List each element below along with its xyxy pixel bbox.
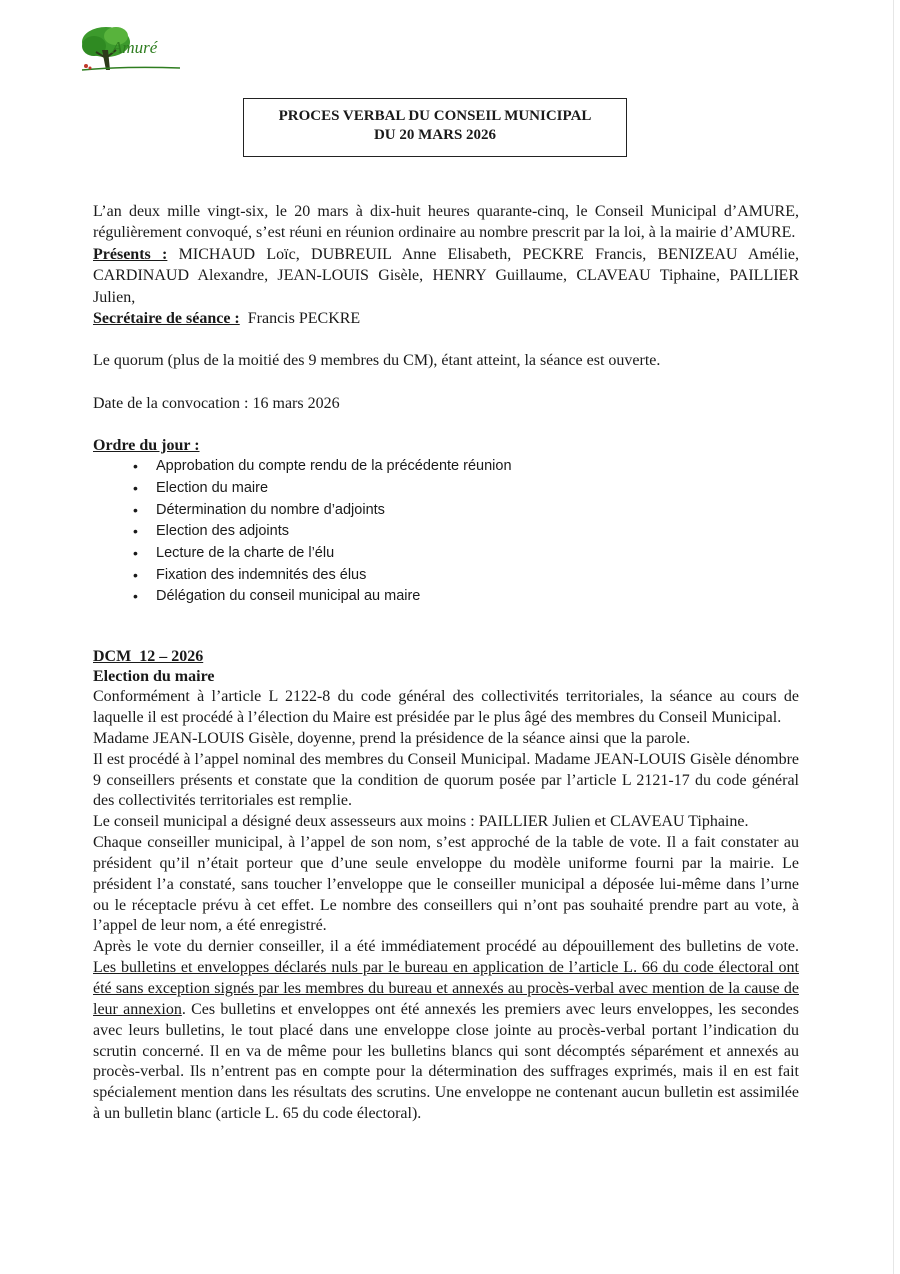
dcm-paragraph-2: Madame JEAN-LOUIS Gisèle, doyenne, prend la présidence de la séance ainsi que la parole. (93, 729, 691, 747)
page-edge (893, 0, 894, 1274)
list-item: • Election du maire (93, 478, 799, 500)
secretaire-name: Francis PECKRE (239, 310, 361, 328)
list-item: • Election des adjoints (93, 521, 799, 543)
presents-names: MICHAUD Loïc, DUBREUIL Anne Elisabeth, PECKRE Francis, BENIZEAU Amélie, CARDINAUD Alexandre, JEAN-LOUIS Gisèle, HENRY Guillaume, CLAVEAU Tiphaine, PAILLIER Julien, (93, 245, 799, 306)
list-item: • Fixation des indemnités des élus (93, 565, 799, 587)
dcm-subject: Election du maire (93, 668, 215, 686)
logo-text: Amuré (112, 38, 158, 57)
document-body (93, 201, 799, 1125)
secretaire-paragraph (93, 308, 799, 329)
dcm-p6-start: Après le vote du dernier conseiller, il a été immédiatement procédé au dépouillement des bulletins de vote. (93, 938, 799, 956)
dcm-paragraph-5: Chaque conseiller municipal, à l’appel de son nom, s’est approché de la table de vote. Il a fait constater au président qu’il n’était porteur que d’une seule enveloppe du modèle uniforme fourni par la mairie. Le président l’a constaté, sans toucher l’enveloppe que le conseiller municipal a déposée lui-même dans l’urne ou le réceptacle prévu à cet effet. Le nombre des conseillers qui n’ont pas souhaité prendre part au vote, à l’appel de leur nom, a été enregistré. (93, 834, 799, 935)
dcm-number: DCM 12 – 2026 (93, 648, 204, 666)
dcm-paragraph-1: Conformément à l’article L 2122-8 du code général des collectivités territoriales, la séance au cours de laquelle il est procédé à l’élection du Maire est présidée par le plus âgé des membres du Conseil Municipal. (93, 688, 799, 727)
dcm-p6-end: . Ces bulletins et enveloppes ont été annexés les premiers avec leurs enveloppes, les secondes avec leurs bulletins, le tout placé dans une enveloppe close jointe au procès-verbal portant l’indication du scrutin concerné. Il en va de même pour les bulletins blancs qui sont décomptés séparément et annexés au procès-verbal. Ils n’entrent pas en compte pour la détermination des suffrages exprimés, mais il en est fait spécialement mention dans les résultats des scrutins. Une enveloppe ne contenant aucun bulletin est assimilée à un bulletin blanc (article L. 65 du code électoral). (93, 1000, 799, 1123)
ordre-du-jour-list (93, 456, 799, 608)
presents-paragraph (93, 244, 799, 308)
list-item: • Détermination du nombre d’adjoints (93, 500, 799, 522)
ordre-du-jour-title: Ordre du jour : (93, 437, 200, 455)
secretaire-label: Secrétaire de séance : (93, 310, 240, 328)
presents-label: Présents : (93, 245, 168, 263)
list-item: • Approbation du compte rendu de la précédente réunion (93, 456, 799, 478)
dcm-paragraph-6 (93, 937, 799, 1125)
list-item: • Délégation du conseil municipal au maire (93, 586, 799, 608)
dcm-paragraph-4: Le conseil municipal a désigné deux assesseurs aux moins : PAILLIER Julien et CLAVEAU Tiphaine. (93, 813, 749, 831)
dcm-p6-underlined: Les bulletins et enveloppes déclarés nuls par le bureau en application de l’article L. 66 du code électoral ont été sans exception signés par les membres du bureau et annexés au procès-verbal avec mention de la cause de leur annexion (93, 959, 799, 1018)
title-line-1: PROCES VERBAL DU CONSEIL MUNICIPAL (278, 108, 592, 124)
dcm-paragraph-3: Il est procédé à l’appel nominal des membres du Conseil Municipal. Madame JEAN-LOUIS Gisèle dénombre 9 conseillers présents et constate que la condition de quorum posée par l’article L 2121-17 du code général des collectivités territoriales est remplie. (93, 750, 799, 810)
title-box (243, 98, 627, 157)
intro-paragraph: L’an deux mille vingt-six, le 20 mars à dix-huit heures quarante-cinq, le Conseil Municipal d’AMURE, régulièrement convoqué, s’est réuni en réunion ordinaire au nombre prescrit par la loi, à la mairie d’AMURE. (93, 203, 799, 242)
convocation-paragraph: Date de la convocation : 16 mars 2026 (93, 394, 340, 412)
title-line-2: DU 20 MARS 2026 (373, 127, 497, 143)
list-item: • Lecture de la charte de l’élu (93, 543, 799, 565)
quorum-paragraph: Le quorum (plus de la moitié des 9 membres du CM), étant atteint, la séance est ouverte. (93, 352, 661, 370)
